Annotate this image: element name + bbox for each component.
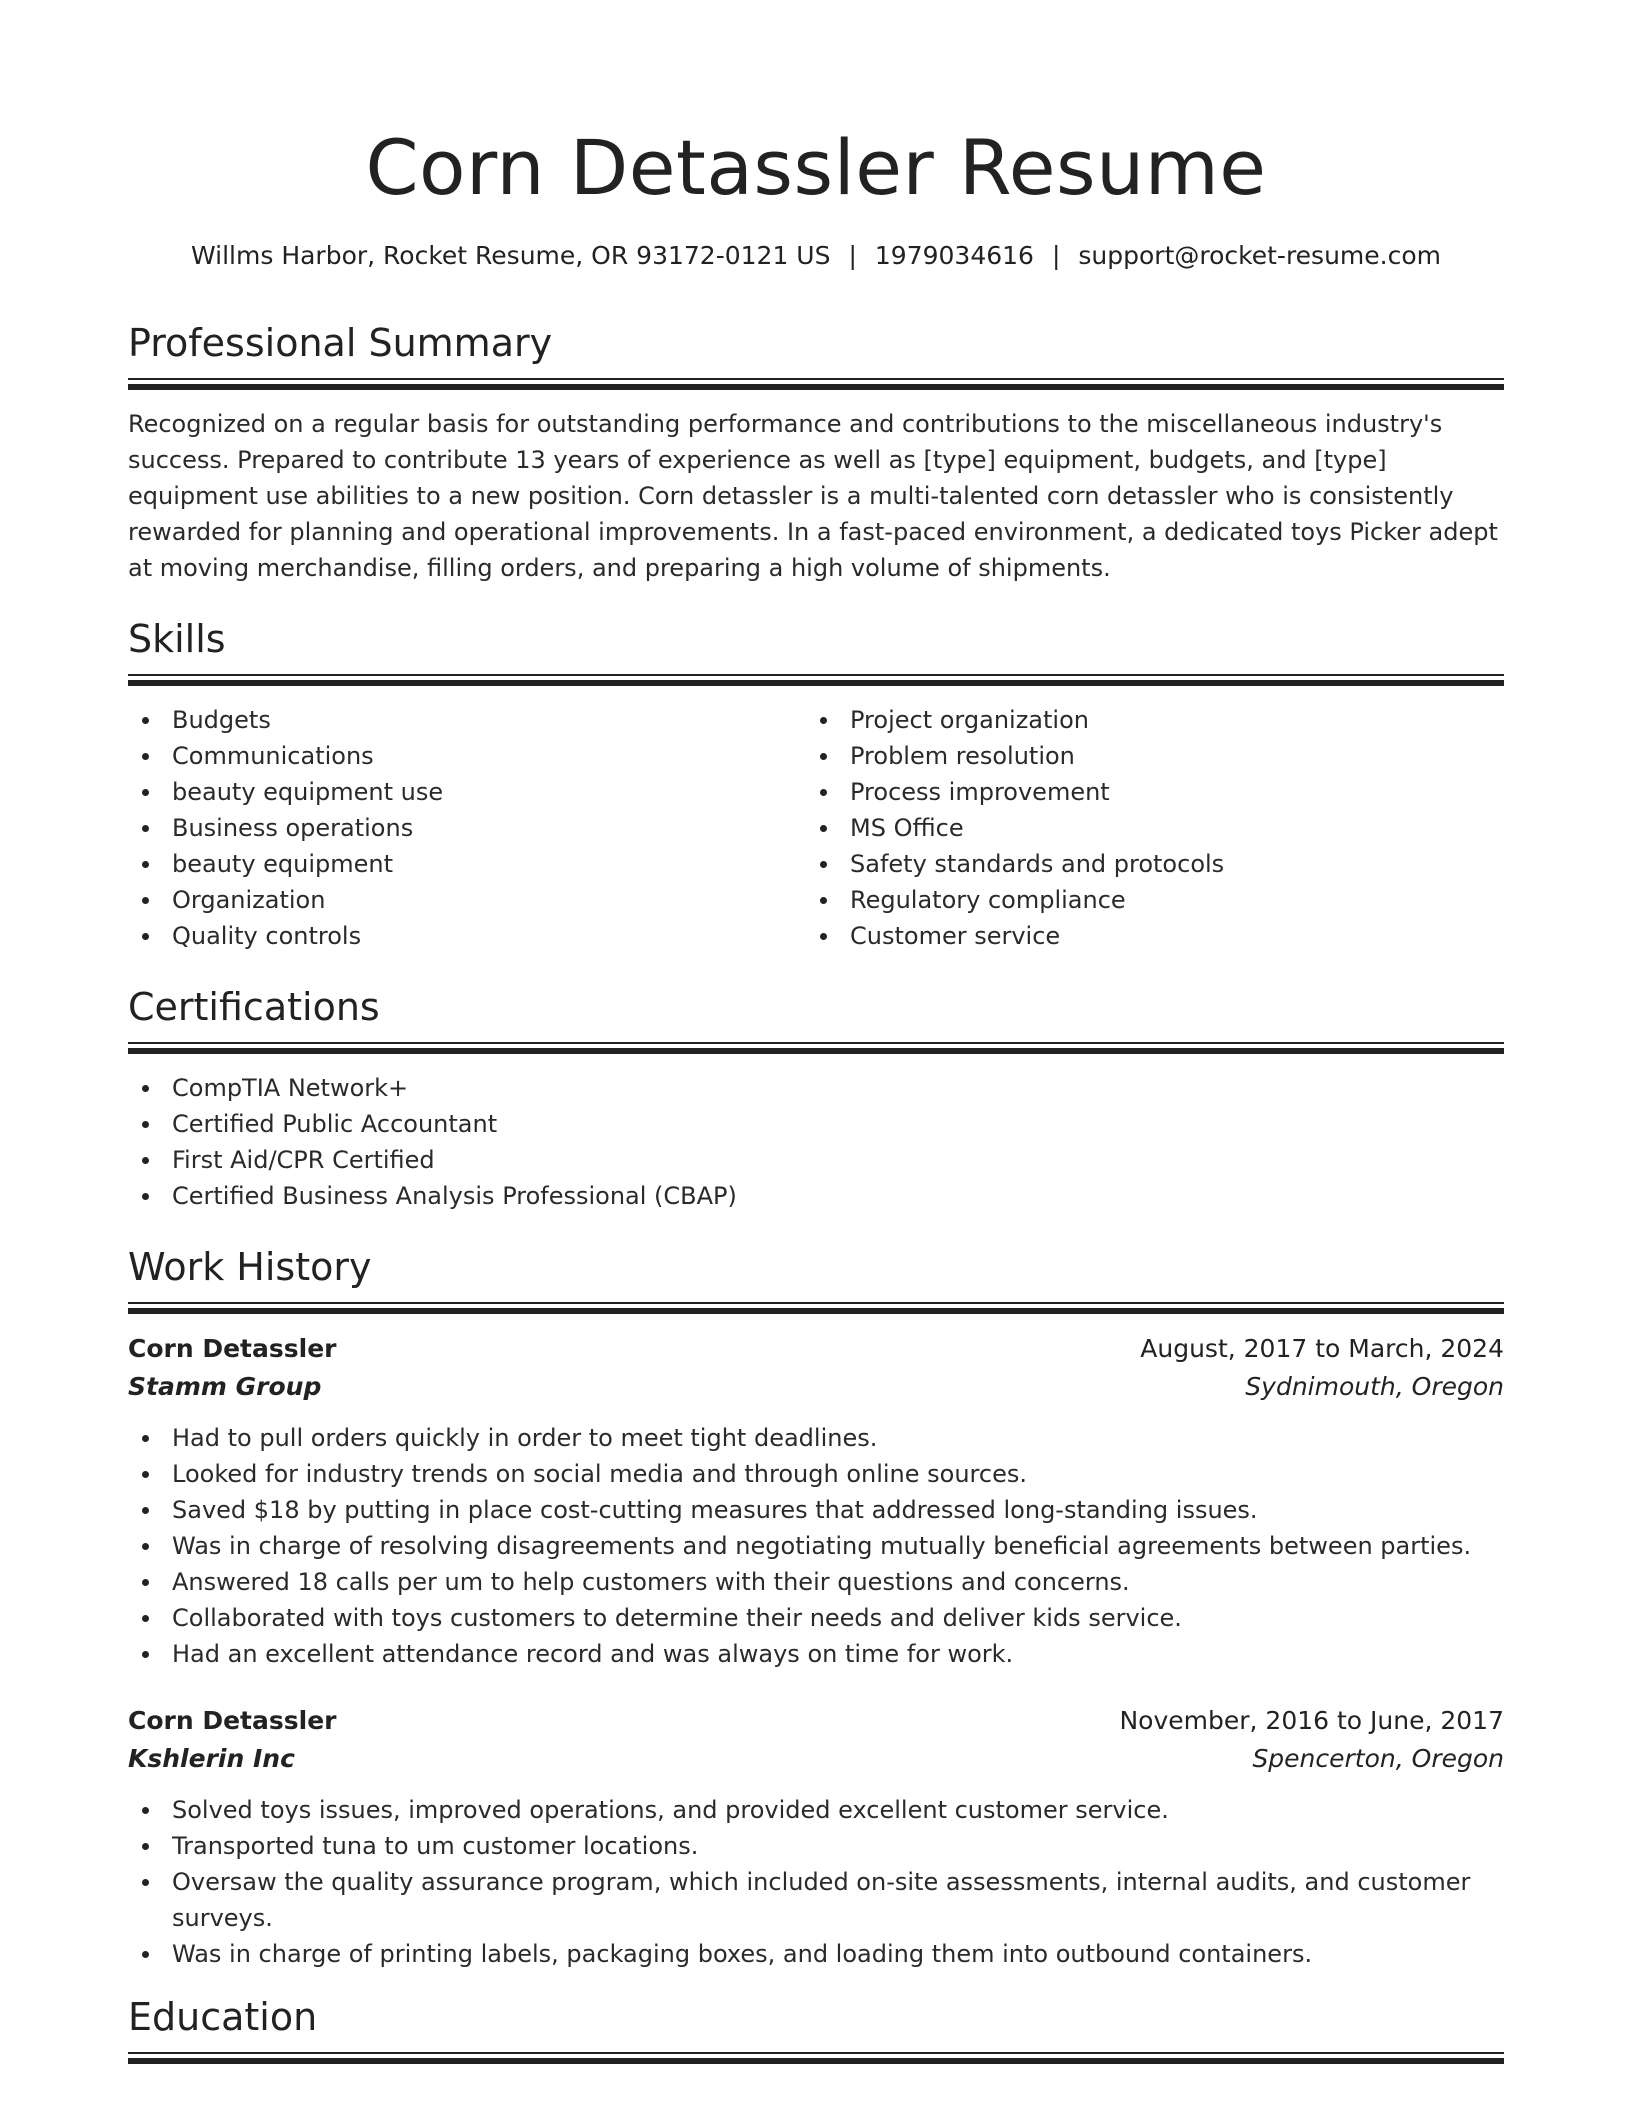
- certification-item: CompTIA Network+: [128, 1070, 1504, 1106]
- job-bullet: Saved $18 by putting in place cost-cutting measures that addressed long-standing issues.: [128, 1492, 1504, 1528]
- job-dates: November, 2016 to June, 2017: [1119, 1706, 1504, 1735]
- contact-address: Willms Harbor, Rocket Resume, OR 93172-0121 US: [190, 241, 831, 270]
- job-bullet-list: [128, 1792, 1504, 1972]
- job-bullet: Was in charge of printing labels, packaging boxes, and loading them into outbound containers.: [128, 1936, 1504, 1972]
- skill-item: Quality controls: [128, 918, 806, 954]
- job-bullet: Had an excellent attendance record and was always on time for work.: [128, 1636, 1504, 1672]
- skill-item: Project organization: [806, 702, 1484, 738]
- certification-item: Certified Public Accountant: [128, 1106, 1504, 1142]
- summary-heading: Professional Summary: [128, 321, 553, 365]
- skill-item: beauty equipment use: [128, 774, 806, 810]
- contact-phone: 1979034616: [874, 241, 1034, 270]
- job-header: [128, 1702, 1504, 1740]
- contact-email[interactable]: support@rocket-resume.com: [1078, 241, 1442, 270]
- job-bullet: Looked for industry trends on social media and through online sources.: [128, 1456, 1504, 1492]
- skill-item: Process improvement: [806, 774, 1484, 810]
- skill-item: Budgets: [128, 702, 806, 738]
- job-bullet: Solved toys issues, improved operations, and provided excellent customer service.: [128, 1792, 1504, 1828]
- skill-item: Organization: [128, 882, 806, 918]
- section-divider: [128, 378, 1504, 392]
- job-bullet: Answered 18 calls per um to help customers with their questions and concerns.: [128, 1564, 1504, 1600]
- skill-item: Regulatory compliance: [806, 882, 1484, 918]
- skill-item: Customer service: [806, 918, 1484, 954]
- job-title: Corn Detassler: [128, 1334, 337, 1363]
- job-bullet: Transported tuna to um customer locations.: [128, 1828, 1504, 1864]
- work-history-heading: Work History: [128, 1245, 372, 1289]
- certification-item: Certified Business Analysis Professional (CBAP): [128, 1178, 1504, 1214]
- section-divider: [128, 674, 1504, 688]
- skill-item: Problem resolution: [806, 738, 1484, 774]
- contact-separator: |: [848, 241, 857, 270]
- job-dates: August, 2017 to March, 2024: [1140, 1334, 1504, 1363]
- section-divider: [128, 1302, 1504, 1316]
- skill-item: Safety standards and protocols: [806, 846, 1484, 882]
- job-title: Corn Detassler: [128, 1706, 337, 1735]
- skills-columns: [128, 702, 1504, 954]
- job-bullet: Had to pull orders quickly in order to meet tight deadlines.: [128, 1420, 1504, 1456]
- contact-line: [128, 238, 1504, 274]
- skills-heading: Skills: [128, 617, 226, 661]
- section-divider: [128, 2052, 1504, 2066]
- job-header: [128, 1330, 1504, 1368]
- skills-list-right: [806, 702, 1484, 954]
- job-bullet: Collaborated with toys customers to determine their needs and deliver kids service.: [128, 1600, 1504, 1636]
- education-heading: Education: [128, 1995, 318, 2039]
- skills-section: [128, 614, 1504, 954]
- skills-list-left: [128, 702, 806, 954]
- contact-separator: |: [1051, 241, 1061, 270]
- certifications-list: [128, 1070, 1504, 1214]
- job-entry: [128, 1330, 1504, 1672]
- job-entry: [128, 1702, 1504, 1972]
- job-subheader: [128, 1740, 1504, 1778]
- skill-item: beauty equipment: [128, 846, 806, 882]
- certification-item: First Aid/CPR Certified: [128, 1142, 1504, 1178]
- work-history-section: [128, 1242, 1504, 1972]
- education-section: [128, 1992, 1504, 2066]
- job-company: Stamm Group: [128, 1372, 322, 1401]
- job-location: Sydnimouth, Oregon: [1245, 1372, 1504, 1401]
- job-bullet-list: [128, 1420, 1504, 1672]
- job-bullet: Oversaw the quality assurance program, which included on-site assessments, internal audits, and customer surveys.: [128, 1864, 1504, 1936]
- certifications-section: [128, 982, 1504, 1214]
- skill-item: Communications: [128, 738, 806, 774]
- job-company: Kshlerin Inc: [128, 1744, 295, 1773]
- resume-title: Corn Detassler Resume: [365, 123, 1267, 212]
- job-subheader: [128, 1368, 1504, 1406]
- skill-item: Business operations: [128, 810, 806, 846]
- job-bullet: Was in charge of resolving disagreements and negotiating mutually beneficial agreements between parties.: [128, 1528, 1504, 1564]
- summary-section: [128, 318, 1504, 586]
- job-location: Spencerton, Oregon: [1252, 1744, 1504, 1773]
- certifications-heading: Certifications: [128, 985, 380, 1029]
- summary-text: Recognized on a regular basis for outstanding performance and contributions to the miscellaneous industry's success. Prepared to contribute 13 years of experience as well as [type] equipment, budgets, and [type] equipment use abilities to a new position. Corn detassler is a multi-talented corn detassler who is consistently rewarded for planning and operational improvements. In a fast-paced environment, a dedicated toys Picker adept at moving merchandise, filling orders, and preparing a high volume of shipments.: [128, 410, 1498, 582]
- skill-item: MS Office: [806, 810, 1484, 846]
- section-divider: [128, 1042, 1504, 1056]
